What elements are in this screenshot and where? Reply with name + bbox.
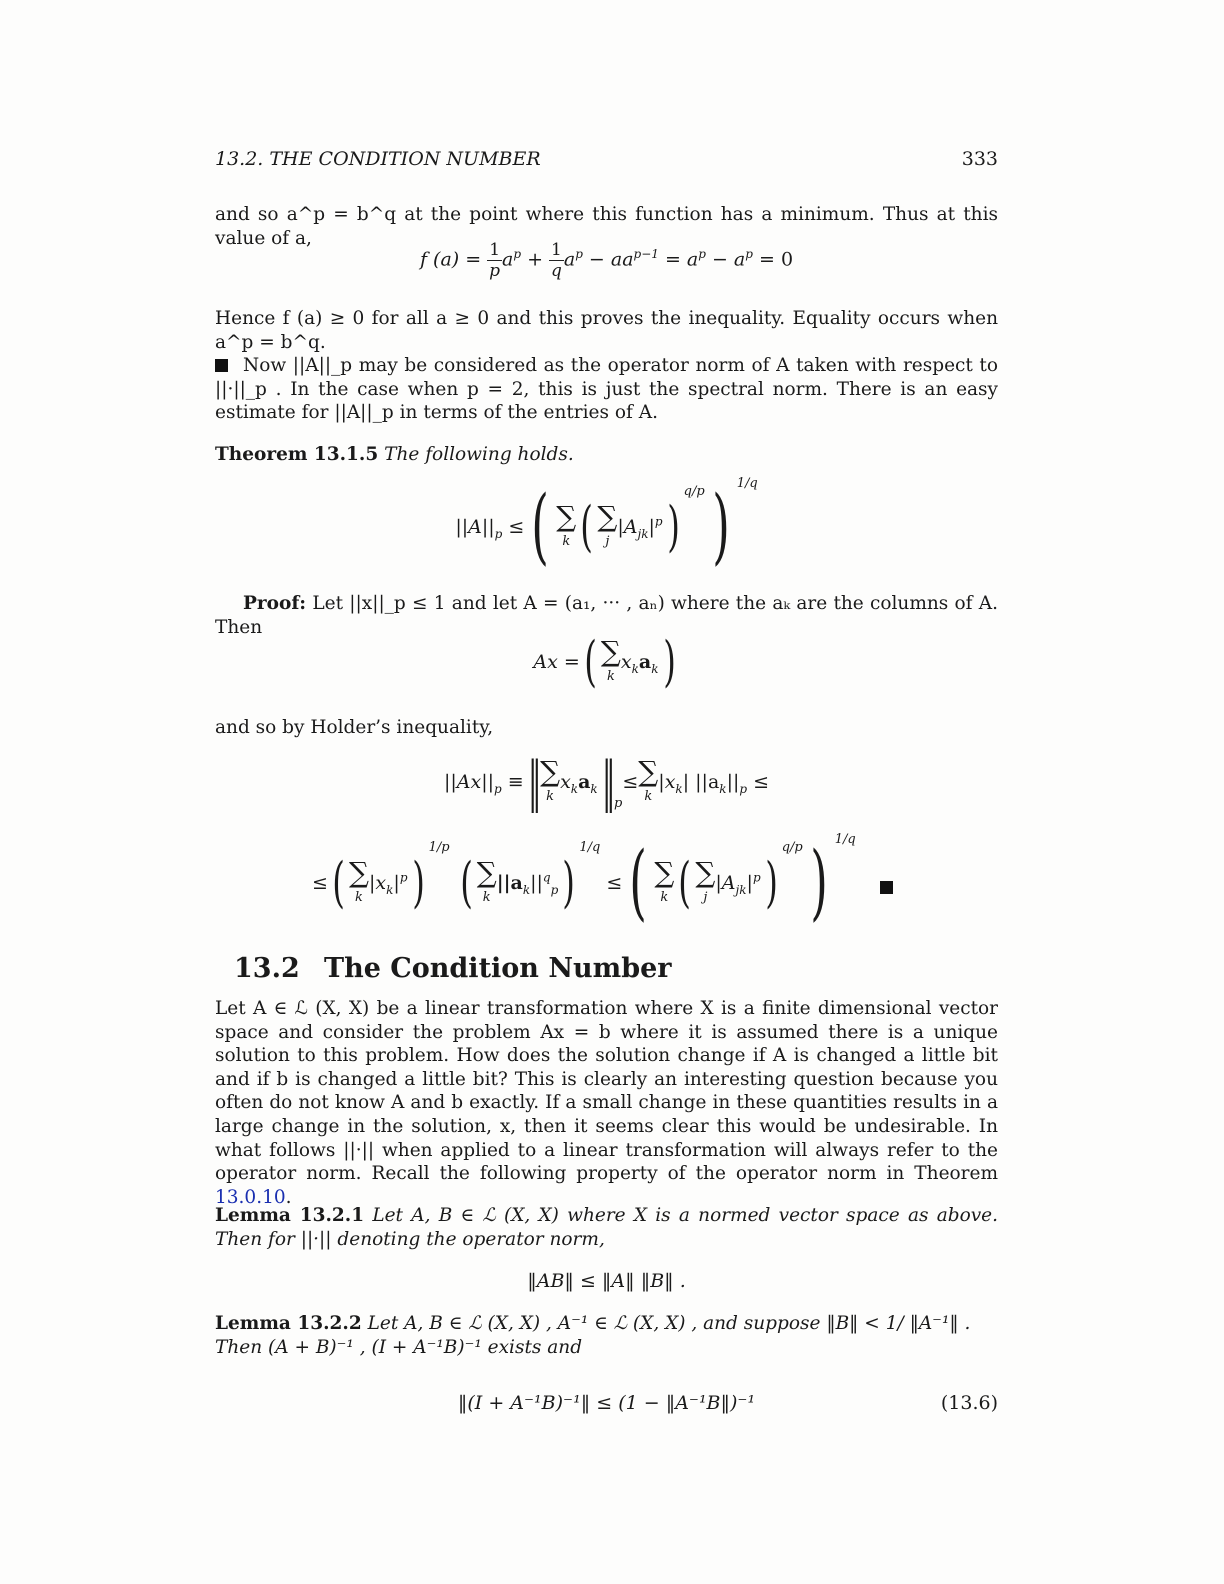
paren: (: [629, 835, 648, 930]
proof-text: Let ||x||_p ≤ 1 and let A = (a₁, ··· , aₙ) where the aₖ are the columns of A. Then: [215, 593, 998, 638]
eq4-sub: p: [739, 781, 748, 796]
eq5-le: ≤: [312, 872, 328, 894]
eq4-term: ||: [726, 771, 740, 793]
eq4-term: |x: [658, 771, 676, 793]
paren: ): [411, 851, 425, 914]
eq1-term: − aa: [582, 248, 634, 271]
eq1-exp: p−1: [633, 247, 659, 262]
condition-text: Let A ∈ ℒ (X, X) be a linear transformation where X is a finite dimensional vector space and consider the problem Ax = b where it is assumed there is a unique solution to this problem. How does the solution change if A is changed a little bit and if b is changed a little bit? This is clearly an interesting question because you often do not know A and b exactly. If a small change in these quantities results in a large change in the solution, x, then it seems clear this would be undesirable. In what follows ||·|| when applied to a linear transformation will always refer to the operator norm. Recall the following property of the operator norm in Theorem: [215, 998, 998, 1185]
eq2-lhs: ||A||: [455, 516, 495, 538]
equation-ax-sum: [215, 632, 998, 704]
equation-13-6-body: ‖(I + A⁻¹B)⁻¹‖ ≤ (1 − ‖A⁻¹B‖)⁻¹: [457, 1392, 756, 1414]
equation-f-of-a: [215, 240, 998, 281]
eq1-term: a: [502, 248, 514, 271]
lemma-text: Let A, B ∈ ℒ (X, X) , A⁻¹ ∈ ℒ (X, X) , and suppose ‖B‖ < 1/ ‖A⁻¹‖ .: [367, 1313, 971, 1334]
lemma-13-2-2: [215, 1312, 998, 1359]
index: k: [562, 534, 571, 549]
paren: ): [711, 479, 730, 574]
index: k: [355, 890, 363, 905]
equation-submultiplicative: ‖AB‖ ≤ ‖A‖ ‖B‖ .: [527, 1270, 686, 1292]
eq1-rhs: = a: [658, 248, 699, 271]
index: k: [644, 789, 653, 804]
sigma: ∑: [349, 856, 369, 889]
sigma: ∑: [556, 500, 577, 533]
sigma: ∑: [540, 755, 561, 788]
frac-num: 1: [489, 240, 501, 260]
eq4-le: ≤: [622, 771, 639, 793]
hence-text: Hence f (a) ≥ 0 for all a ≥ 0 and this proves the inequality. Equality occurs when a^p = b^q.: [215, 308, 998, 353]
eq4-le: ≤: [747, 771, 770, 793]
eq4-term: x: [560, 771, 571, 793]
paren: ): [764, 851, 778, 914]
eq1-plus: +: [527, 248, 543, 271]
fraction-1-over-p: [487, 240, 502, 281]
eq1-term: a: [563, 248, 576, 271]
sigma: ∑: [476, 856, 497, 889]
lemma-label: Lemma 13.2.2: [215, 1313, 362, 1334]
equation-number: (13.6): [940, 1392, 998, 1414]
paragraph-operator-norm: Now ||A||_p may be considered as the operator norm of A taken with respect to ||·||_p . In the case when p = 2, this is just the spectral norm. There is an easy estimate for ||A||_p in terms of the entries of A.: [215, 355, 998, 424]
eq1-exp: p: [513, 247, 522, 262]
equation-holder-1: [215, 752, 998, 828]
lemma-text-2: Then (A + B)⁻¹ , (I + A⁻¹B)⁻¹ exists and: [215, 1336, 583, 1358]
eq4-equiv: ≡: [501, 771, 524, 793]
eq5-exp: q: [542, 870, 551, 885]
sigma: ∑: [597, 500, 618, 533]
running-title: 13.2. THE CONDITION NUMBER: [215, 148, 541, 170]
eq5-sub: k: [386, 882, 394, 897]
eq1-rhs: = 0: [752, 248, 794, 271]
eq4-sub: k: [719, 781, 727, 796]
paren: ): [562, 851, 576, 914]
sum-k: [349, 858, 369, 908]
paren: (: [580, 495, 594, 558]
equation-holder-2: [312, 832, 912, 938]
sum-j: [695, 858, 715, 908]
paren: ): [666, 495, 680, 558]
paragraph-holder: and so by Holder’s inequality,: [215, 717, 494, 738]
theorem-13-1-5: [215, 443, 998, 467]
index: k: [482, 890, 491, 905]
eq3-lhs: Ax =: [533, 651, 580, 673]
eq5-term: |: [393, 872, 400, 894]
paren: (: [332, 851, 345, 914]
condition-text-end: .: [285, 1186, 292, 1208]
sigma: ∑: [654, 856, 675, 889]
index: k: [606, 669, 615, 684]
sum-k: [477, 858, 497, 908]
page-number: 333: [961, 148, 998, 170]
frac-den: q: [551, 261, 562, 281]
eq3-term: x: [620, 651, 632, 673]
eq1-exp: p: [745, 247, 753, 262]
eq5-outer-exp: 1/p: [428, 840, 450, 855]
eq4-sub: p: [494, 781, 502, 796]
eq1-exp: p: [698, 247, 706, 262]
eq3-sub: k: [631, 661, 639, 676]
eq2-term: |: [648, 516, 655, 538]
eq2-inner-exp: q/p: [683, 484, 705, 499]
paren: (: [584, 630, 597, 693]
proof-label: Proof:: [243, 593, 307, 614]
eq5-exp: p: [399, 870, 408, 885]
frac-num: 1: [551, 240, 562, 260]
eq5-sub: jk: [735, 882, 747, 897]
eq5-outer-exp: 1/q: [579, 840, 601, 855]
equation-norm-estimate: [215, 476, 998, 582]
eq4-lhs: ||Ax||: [443, 771, 495, 793]
eq1-exp: p: [575, 247, 583, 262]
eq2-exp: p: [654, 514, 663, 529]
eq4-sub: k: [590, 781, 598, 796]
eq5-exp: p: [752, 870, 761, 885]
eq5-inner-exp: q/p: [781, 840, 803, 855]
index: k: [546, 789, 554, 804]
eq5-term: |A: [715, 872, 736, 894]
eq4-term: | ||a: [682, 771, 720, 793]
sigma: ∑: [638, 755, 659, 788]
eq5-sub: p: [550, 882, 559, 897]
theorem-label: Theorem 13.1.5: [215, 444, 379, 465]
paren: (: [459, 851, 473, 914]
eq1-lhs: f (a) =: [419, 248, 482, 271]
eq2-sub: p: [494, 526, 503, 541]
qed-square-icon: [880, 881, 893, 894]
sum-k: [601, 637, 621, 687]
index: j: [605, 534, 610, 549]
equation-13-6: [215, 1392, 998, 1414]
sum-k: [638, 757, 658, 807]
theorem-link[interactable]: 13.0.10: [215, 1186, 286, 1208]
eq2-sub: jk: [637, 526, 649, 541]
sum-k: [556, 502, 576, 552]
lemma-label: Lemma 13.2.1: [215, 1205, 365, 1226]
eq4-norm-sub: p: [614, 796, 623, 811]
eq3-sub: k: [651, 661, 659, 676]
fraction-1-over-q: [549, 240, 564, 281]
eq4-sub: k: [675, 781, 683, 796]
eq5-term: ||: [530, 872, 543, 894]
eq1-rhs: − a: [705, 248, 746, 271]
section-heading: [234, 953, 672, 984]
eq5-term: |x: [369, 872, 387, 894]
paren: (: [678, 851, 692, 914]
frac-den: p: [489, 261, 501, 281]
eq2-le: ≤: [502, 516, 525, 538]
eq3-term: a: [638, 651, 652, 673]
sum-k: [540, 757, 560, 807]
section-title: The Condition Number: [324, 953, 672, 984]
eq5-outer-exp: 1/q: [834, 832, 856, 847]
norm-bars: ||: [601, 750, 610, 813]
paren: ): [662, 630, 676, 693]
running-header: [215, 148, 998, 174]
index: j: [703, 890, 708, 905]
eq5-le: ≤: [606, 872, 623, 894]
paren: (: [531, 479, 550, 574]
paren: ): [809, 835, 828, 930]
eq2-outer-exp: 1/q: [736, 476, 758, 491]
eq2-term: |A: [617, 516, 638, 538]
sigma: ∑: [695, 856, 716, 889]
lemma-text: Let A, B ∈ ℒ (X, X) where X is a normed vector space as above. Then for ||·|| denoting the operator norm,: [215, 1205, 998, 1250]
eq5-term: ||a: [496, 872, 523, 894]
eq5-sub: k: [522, 882, 531, 897]
lemma-13-2-1: [215, 1204, 998, 1251]
section-number: 13.2: [234, 953, 300, 984]
paragraph-condition-number: [215, 997, 998, 1209]
norm-bars: ||: [527, 750, 536, 813]
eq5-term: |: [746, 872, 753, 894]
theorem-text: The following holds.: [384, 444, 574, 465]
sigma: ∑: [600, 635, 621, 668]
eq4-sub: k: [570, 781, 579, 796]
paragraph-minimum: and so a^p = b^q at the point where this function has a minimum. Thus at this value of a,: [215, 204, 998, 249]
eq4-term: a: [578, 771, 591, 793]
sum-k: [654, 858, 674, 908]
sum-j: [597, 502, 617, 552]
index: k: [660, 890, 669, 905]
